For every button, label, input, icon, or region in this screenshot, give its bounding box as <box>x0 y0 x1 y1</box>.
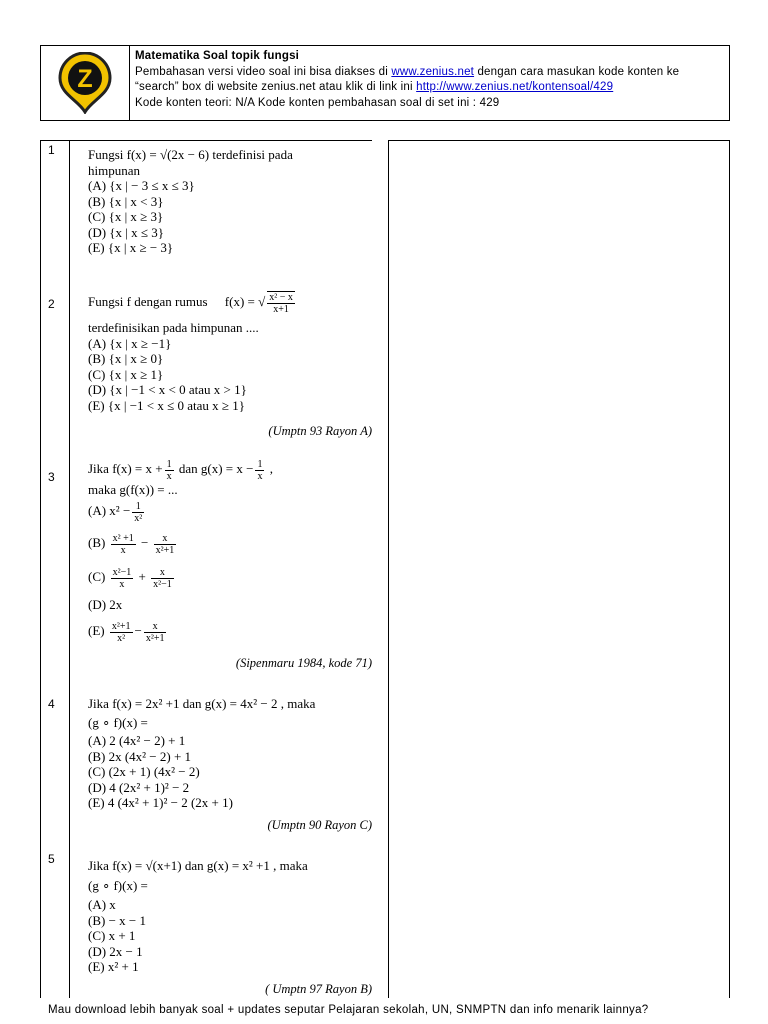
option-4e: (E) 4 (4x² + 1)² − 2 (2x + 1) <box>88 795 233 810</box>
option-3c-frac-1 <box>111 567 134 590</box>
question-3-frac-1 <box>165 459 174 482</box>
option-3c-num-1: x²−1 <box>112 566 132 578</box>
question-2-formula-lhs: f(x) = √ <box>224 294 266 309</box>
option-3b-frac-2 <box>154 533 177 556</box>
option-3e-den-2: x²+1 <box>145 632 165 644</box>
question-3-stem <box>88 458 373 482</box>
option-4b: (B) 2x (4x² − 2) + 1 <box>88 748 192 764</box>
option-3b-den-2: x²+1 <box>155 544 175 556</box>
question-3-frac-2-den: x <box>257 470 263 482</box>
question-1-stem-2: himpunan <box>88 162 140 178</box>
option-1a: (A) {x | − 3 ≤ x ≤ 3} <box>88 178 195 193</box>
option-1c: (C) {x | x ≥ 3} <box>88 209 164 224</box>
option-3b <box>88 527 373 561</box>
footer-text: Mau download lebih banyak soal + updates seputar Pelajaran sekolah, UN, SNMPTN dan info menarik lainnya? <box>48 1004 649 1016</box>
question-5-stem: Jika f(x) = √(x+1) dan g(x) = x² +1 , maka <box>88 858 308 873</box>
option-3c-frac-2 <box>151 567 174 590</box>
question-4-source: (Umptn 90 Rayon C) <box>267 818 372 832</box>
question-number-3: 3 <box>48 470 55 484</box>
question-2-source: (Umptn 93 Rayon A) <box>268 424 372 438</box>
option-3a-num: 1 <box>132 501 144 513</box>
question-2-formula-den: x+1 <box>273 304 289 316</box>
option-1e: (E) {x | x ≥ − 3} <box>88 240 174 255</box>
option-2c: (C) {x | x ≥ 1} <box>88 366 164 382</box>
question-4-stem-2: (g ∘ f)(x) = <box>88 715 148 730</box>
option-3a <box>88 497 373 527</box>
option-4d: (D) 4 (2x² + 1)² − 2 <box>88 779 190 795</box>
header-line-1-pre: Pembahasan versi video soal ini bisa diakses di <box>135 65 392 78</box>
question-3-stem-2: maka g(f(x)) = ... <box>88 481 178 497</box>
question-3-frac-1-den: x <box>166 470 172 482</box>
table-divider-num <box>69 140 70 998</box>
option-5d: (D) 2x − 1 <box>88 943 143 959</box>
header-line-3: Kode konten teori: N/A Kode konten pembahasan soal di set ini : 429 <box>135 96 500 109</box>
question-3-frac-2-num: 1 <box>257 458 263 470</box>
question-2-stem <box>88 290 373 320</box>
question-2-formula-frac <box>267 291 295 315</box>
option-3b-pre: (B) <box>88 535 106 551</box>
question-5-source: ( Umptn 97 Rayon B) <box>265 982 372 996</box>
option-2a: (A) {x | x ≥ −1} <box>88 335 172 351</box>
header-line-2-pre: “search” box di website zenius.net atau klik di link ini <box>135 81 417 93</box>
option-1d: (D) {x | x ≤ 3} <box>88 224 165 240</box>
header-line-1 <box>135 65 725 81</box>
option-3e-num-2: x <box>144 621 167 633</box>
option-3c-den-1: x <box>119 578 125 590</box>
question-number-4: 4 <box>48 697 55 711</box>
option-2e: (E) {x | −1 < x ≤ 0 atau x ≥ 1} <box>88 397 246 413</box>
option-3a-pre: (A) x² − <box>88 503 131 519</box>
option-3c-num-2: x <box>151 567 174 579</box>
option-3c-den-2: x²−1 <box>153 578 172 590</box>
option-3b-num-1: x² +1 <box>112 532 134 544</box>
option-3b-op: − <box>140 535 149 551</box>
option-3d: (D) 2x <box>88 597 123 613</box>
question-4 <box>88 695 373 811</box>
table-top-right <box>388 140 730 141</box>
option-5a: (A) x <box>88 897 116 912</box>
logo-letter: Z <box>77 65 93 93</box>
table-border-left <box>40 140 41 998</box>
option-3b-den-1: x <box>120 544 126 556</box>
question-3-stem-b: dan g(x) = x − <box>175 461 254 476</box>
question-1 <box>88 147 373 256</box>
option-3e-frac-2 <box>144 621 167 644</box>
option-3e-frac-1 <box>110 621 133 644</box>
option-5b: (B) − x − 1 <box>88 912 146 928</box>
zenius-link[interactable]: www.zenius.net <box>391 65 475 78</box>
option-2d: (D) {x | −1 < x < 0 atau x > 1} <box>88 382 247 397</box>
option-1b: (B) {x | x < 3} <box>88 193 164 209</box>
header-text <box>135 49 725 111</box>
question-3-frac-1-num: 1 <box>166 458 172 470</box>
table-divider-answer <box>388 140 389 998</box>
kontensoal-link[interactable]: http://www.zenius.net/kontensoal/429 <box>416 81 614 93</box>
table-top-left <box>40 140 372 141</box>
logo-cell <box>41 46 130 120</box>
header-line-1-post: dengan cara masukan kode konten ke <box>474 65 680 78</box>
question-1-stem: Fungsi f(x) = √(2x − 6) terdefinisi pada <box>88 147 293 162</box>
question-number-2: 2 <box>48 297 55 311</box>
header-line-2 <box>135 80 725 96</box>
option-3a-den: x² <box>134 512 143 524</box>
question-5 <box>88 857 373 975</box>
option-3e-den-1: x² <box>117 632 126 644</box>
option-2b: (B) {x | x ≥ 0} <box>88 351 164 366</box>
question-3-stem-c: , <box>266 461 273 476</box>
option-3c-pre: (C) <box>88 569 106 585</box>
header-box <box>40 45 730 121</box>
option-3e-num-1: x²+1 <box>111 620 131 632</box>
zenius-logo <box>56 52 114 114</box>
option-3b-num-2: x <box>154 533 177 545</box>
question-4-stem: Jika f(x) = 2x² +1 dan g(x) = 4x² − 2 , maka <box>88 696 316 711</box>
question-2 <box>88 290 373 413</box>
question-3-source: (Sipenmaru 1984, kode 71) <box>235 656 372 670</box>
option-3c <box>88 561 373 595</box>
option-4c: (C) (2x + 1) (4x² − 2) <box>88 764 200 779</box>
option-3e-pre: (E) <box>88 623 105 639</box>
option-5c: (C) x + 1 <box>88 928 136 943</box>
table-border-right <box>729 140 730 998</box>
question-number-1: 1 <box>48 143 55 157</box>
option-5e: (E) x² + 1 <box>88 959 139 974</box>
option-3e <box>88 615 373 649</box>
option-3e-op: − <box>134 623 142 639</box>
option-3b-frac-1 <box>111 533 136 556</box>
question-2-stem-2: terdefinisikan pada himpunan .... <box>88 320 259 335</box>
option-4a: (A) 2 (4x² − 2) + 1 <box>88 733 186 748</box>
page-title: Matematika Soal topik fungsi <box>135 50 300 62</box>
question-3-frac-2 <box>255 459 264 482</box>
option-3a-frac <box>132 501 144 524</box>
question-3 <box>88 458 373 649</box>
question-3-stem-a: Jika f(x) = x + <box>88 461 163 476</box>
question-5-stem-2: (g ∘ f)(x) = <box>88 878 148 893</box>
question-number-5: 5 <box>48 852 55 866</box>
question-2-stem-text: Fungsi f dengan rumus <box>88 294 208 309</box>
question-2-formula-num: x² − x <box>269 292 293 304</box>
option-3c-op: + <box>138 569 146 585</box>
